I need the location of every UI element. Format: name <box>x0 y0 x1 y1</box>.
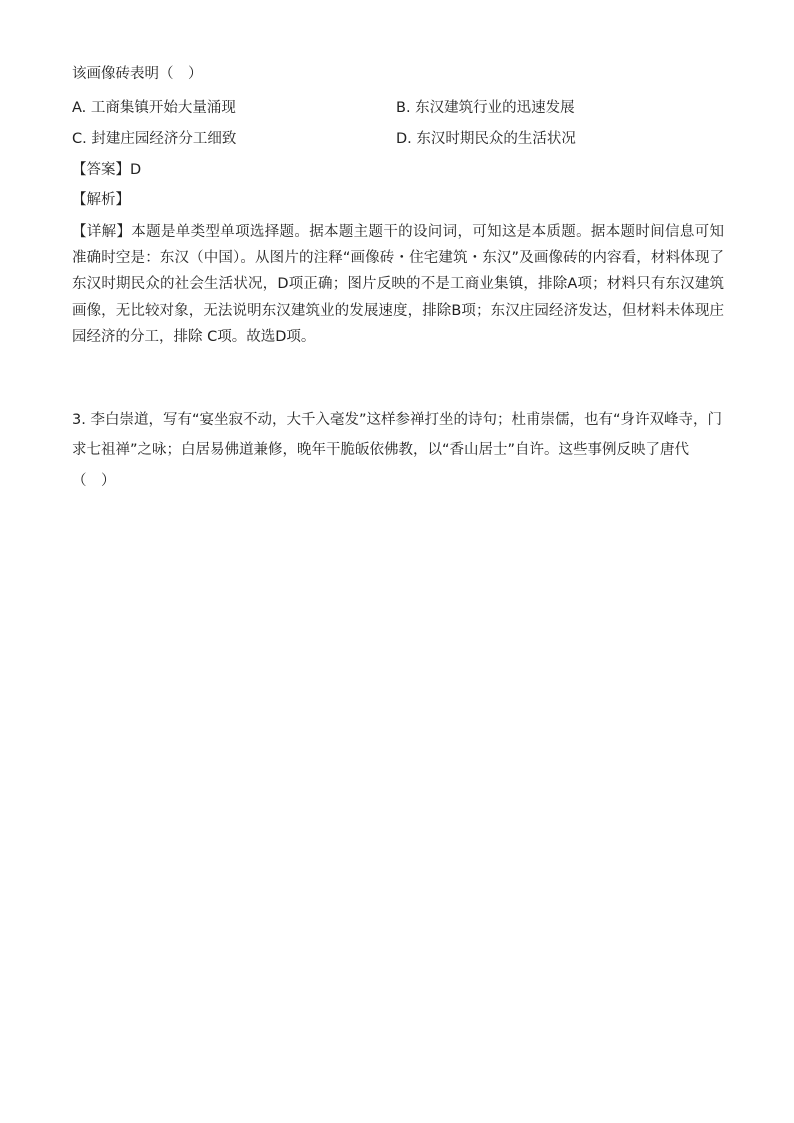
q2-analysis-heading: 【解析】 <box>72 192 130 208</box>
q2-option-c[interactable]: C. 封建庄园经济分工细致 <box>72 131 237 147</box>
q2-answer: 【答案】D <box>72 162 142 178</box>
q3-stem-line1: 3. 李白崇道，写有“宴坐寂不动，大千入毫发”这样参禅打坐的诗句；杜甫崇儒，也有“身许双峰寺，门 <box>72 412 722 428</box>
q2-option-a[interactable]: A. 工商集镇开始大量涌现 <box>72 100 236 116</box>
q2-option-d[interactable]: D. 东汉时期民众的生活状况 <box>396 131 576 147</box>
q3-stem-line2: 求七祖禅”之咏；白居易佛道兼修，晚年干脆皈依佛教，以“香山居士”自许。这些事例反映了唐代 <box>72 442 690 458</box>
q2-option-b[interactable]: B. 东汉建筑行业的迅速发展 <box>396 100 575 116</box>
q2-detail: 【详解】本题是单类型单项选择题。据本题主题干的设问词，可知这是本质题。据本题时间信息可知准确时空是：东汉（中国）。从图片的注释“画像砖・住宅建筑・东汉”及画像砖的内容看，材料体现了东汉时期民众的社会生活状况，D项正确；图片反映的不是工商业集镇，排除A项；材料只有东汉建筑画像，无比较对象，无法说明东汉建筑业的发展速度，排除B项；东汉庄园经济发达，但材料未体现庄园经济的分工，排除 C项。故选D项。 <box>72 224 724 345</box>
q2-stem: 该画像砖表明（ ） <box>72 66 203 82</box>
q3-stem-line3: （ ） <box>72 473 116 489</box>
